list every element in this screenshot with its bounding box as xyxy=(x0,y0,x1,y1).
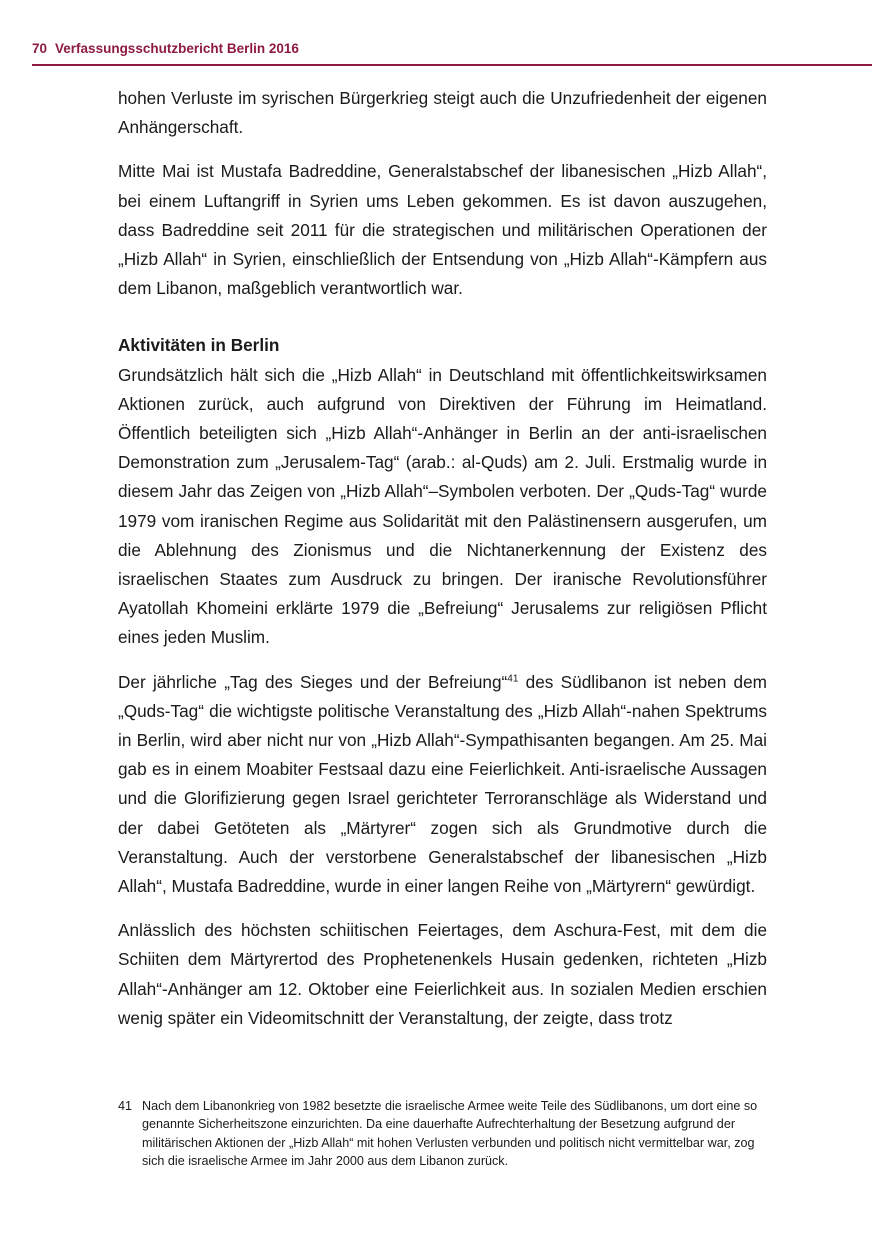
paragraph-2: Mitte Mai ist Mustafa Badreddine, Generalstabschef der libanesischen „Hizb Allah“, bei einem Luftangriff in Syrien ums Leben gekommen. Es ist davon auszugehen, dass Badreddine seit 2011 für die strategischen und militärischen Operationen der „Hizb Allah“ in Syrien, einschließlich der Entsendung von „Hizb Allah“-Kämpfern aus dem Libanon, maßgeblich verantwortlich war. xyxy=(118,161,767,299)
page-number: 70 xyxy=(32,41,48,56)
paragraph-3: Grundsätzlich hält sich die „Hizb Allah“ in Deutschland mit öffentlichkeitswirksamen Aktionen zurück, auch aufgrund von Direktiven der Führung im Heimatland. Öffentlich beteiligten sich „Hizb Allah“-Anhänger in Berlin an der anti-israelischen Demonstration zum „Jerusalem-Tag“ (arab.: al-Quds) am 2. Juli. Erstmalig wurde in diesem Jahr das Zeigen von „Hizb Allah“–Symbolen verboten. Der „Quds-Tag“ wurde 1979 vom iranischen Regime aus Solidarität mit den Palästinensern ausgerufen, um die Ablehnung des Zionismus und die Nichtanerkennung der Existenz des israelischen Staates zum Ausdruck zu bringen. Der iranische Revolutionsführer Ayatollah Khomeini erklärte 1979 die „Befreiung“ Jerusalems zur religiösen Pflicht eines jeden Muslim. xyxy=(118,364,767,648)
paragraph-1: hohen Verluste im syrischen Bürgerkrieg steigt auch die Unzufriedenheit der eigenen Anhängerschaft. xyxy=(118,88,767,138)
paragraph-4 xyxy=(118,668,767,902)
paragraph-4-start: Der jährliche „Tag des Sieges und der Befreiung“ xyxy=(118,671,508,692)
footnote xyxy=(118,1097,768,1171)
main-text xyxy=(118,84,767,1048)
paragraph-4-rest: des Südlibanon ist neben dem „Quds-Tag“ die wichtigste politische Veranstaltung des „Hizb Allah“-nahen Spektrums in Berlin, wird aber nicht nur von „Hizb Allah“-Sympathisanten begangen. Am 25. Mai gab es in einem Moabiter Festsaal dazu eine Feierlichkeit. Anti-israelische Aussagen und die Glorifizierung gegen Israel gerichteter Terroranschläge als Widerstand und der dabei Getöteten als „Märtyrer“ zogen sich als Grundmotive durch die Veranstaltung. Auch der verstorbene Generalstabschef der libanesischen „Hizb Allah“, Mustafa Badreddine, wurde in einer langen Reihe von „Märtyrern“ gewürdigt. xyxy=(118,671,767,897)
section-heading: Aktivitäten in Berlin xyxy=(118,335,280,356)
footnote-text: Nach dem Libanonkrieg von 1982 besetzte die israelische Armee weite Teile des Südlibanons, um dort eine so genannte Sicherheitszone einzurichten. Da eine dauerhafte Aufrechterhaltung der Besetzung aufgrund der militärischen Aktionen der „Hizb Allah“ mit hohen Verlusten verbunden und politisch nicht vermittelbar war, zog sich die israelische Armee im Jahr 2000 aus dem Libanon zurück. xyxy=(142,1099,758,1169)
paragraph-5: Anlässlich des höchsten schiitischen Feiertages, dem Aschura-Fest, mit dem die Schiiten dem Märtyrertod des Prophetenenkels Husain gedenken, richteten „Hizb Allah“-Anhänger am 12. Oktober eine Feierlichkeit aus. In sozialen Medien erschien wenig später ein Videomitschnitt der Veranstaltung, der zeigte, dass trotz xyxy=(118,920,767,1028)
publication-title: Verfassungsschutzbericht Berlin 2016 xyxy=(55,41,299,56)
footnote-reference[interactable]: 41 xyxy=(507,672,519,684)
running-header xyxy=(32,40,872,66)
footnote-number: 41 xyxy=(118,1099,133,1113)
